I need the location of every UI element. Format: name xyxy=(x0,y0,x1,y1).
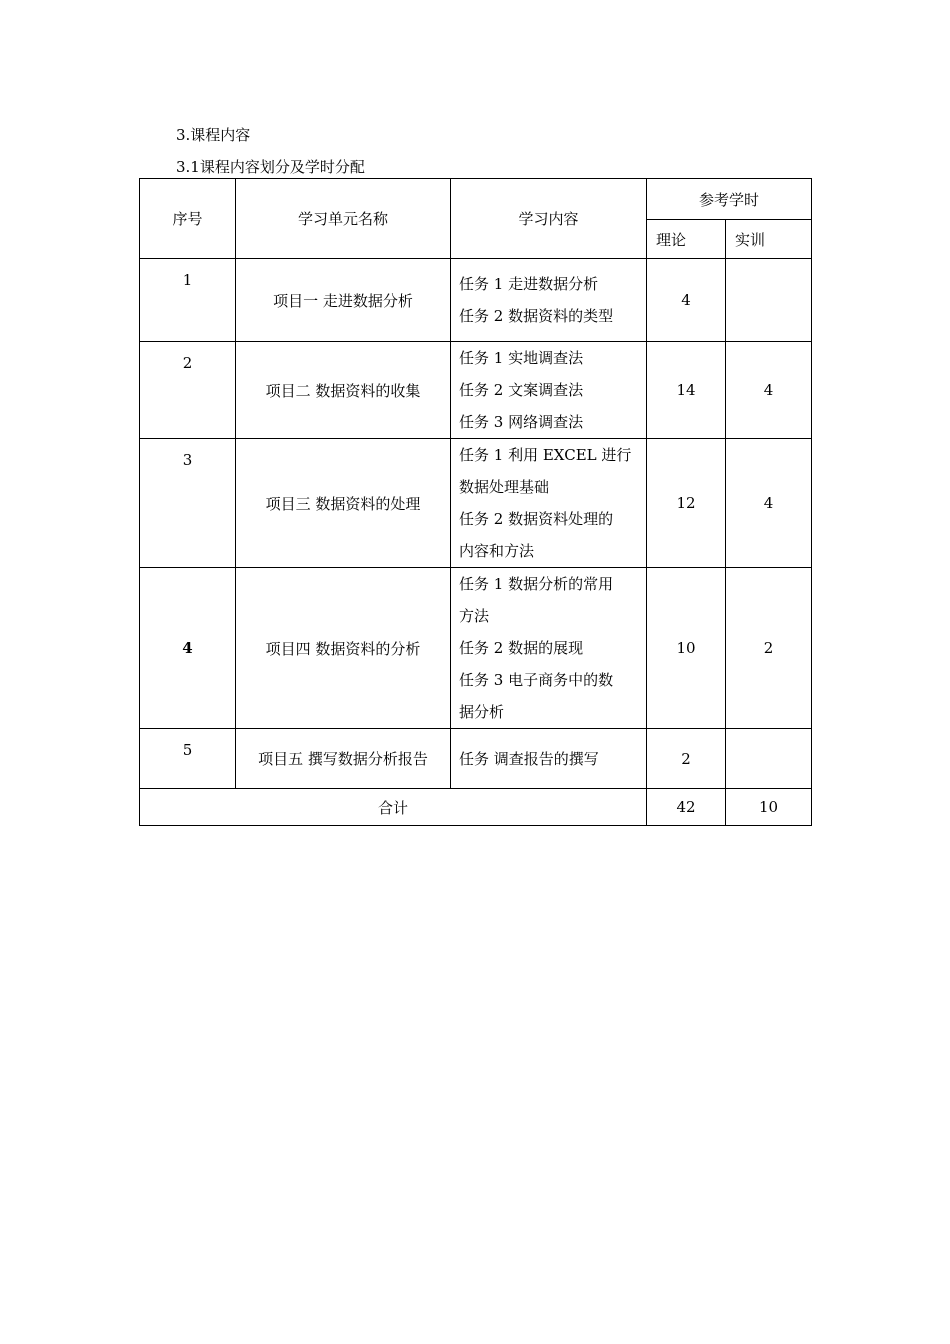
row-content xyxy=(451,342,647,439)
row-content xyxy=(451,439,647,568)
content-line: 任务 2 数据资料处理的 xyxy=(459,510,614,528)
table-row xyxy=(140,342,812,439)
table-row xyxy=(140,259,812,342)
content-line: 数据处理基础 xyxy=(459,478,550,496)
total-label: 合计 xyxy=(140,789,647,826)
content-line: 任务 3 网络调查法 xyxy=(459,413,584,431)
header-hours: 参考学时 xyxy=(647,179,812,220)
content-line: 据分析 xyxy=(459,703,505,721)
row-unit: 项目四 数据资料的分析 xyxy=(236,568,451,729)
table-row xyxy=(140,568,812,729)
total-theory-hours: 42 xyxy=(647,789,726,826)
content-line: 任务 2 文案调查法 xyxy=(459,381,584,399)
row-unit: 项目三 数据资料的处理 xyxy=(236,439,451,568)
row-practice-hours: 4 xyxy=(726,342,812,439)
content-line: 任务 3 电子商务中的数 xyxy=(459,671,614,689)
content-line: 内容和方法 xyxy=(459,542,535,560)
table-right-border-line xyxy=(811,178,812,826)
table-header-row xyxy=(140,179,812,220)
row-theory-hours: 14 xyxy=(647,342,726,439)
content-line: 任务 调查报告的撰写 xyxy=(459,749,599,768)
section-heading: 3.课程内容 xyxy=(176,126,251,144)
subsection-heading: 3.1课程内容划分及学时分配 xyxy=(176,158,365,176)
content-line: 任务 1 走进数据分析 xyxy=(459,275,599,293)
header-content: 学习内容 xyxy=(451,179,647,259)
total-row xyxy=(140,789,812,826)
row-content xyxy=(451,568,647,729)
row-practice-hours xyxy=(726,259,812,342)
total-practice-hours: 10 xyxy=(726,789,812,826)
row-unit: 项目二 数据资料的收集 xyxy=(236,342,451,439)
header-index: 序号 xyxy=(140,179,236,259)
row-index: 5 xyxy=(140,729,236,789)
row-index: 1 xyxy=(140,259,236,342)
content-line: 任务 2 数据的展现 xyxy=(459,639,584,657)
course-content-table xyxy=(139,178,812,826)
header-practice: 实训 xyxy=(726,220,812,259)
content-line: 任务 1 数据分析的常用 xyxy=(459,575,614,593)
row-index: 3 xyxy=(140,439,236,568)
row-unit: 项目五 撰写数据分析报告 xyxy=(236,729,451,789)
content-line: 任务 1 实地调查法 xyxy=(459,349,584,367)
row-practice-hours: 4 xyxy=(726,439,812,568)
row-content xyxy=(451,259,647,342)
row-unit: 项目一 走进数据分析 xyxy=(236,259,451,342)
row-practice-hours: 2 xyxy=(726,568,812,729)
table-row xyxy=(140,439,812,568)
row-practice-hours xyxy=(726,729,812,789)
row-index: 4 xyxy=(140,568,236,729)
content-line: 任务 2 数据资料的类型 xyxy=(459,307,614,325)
header-theory: 理论 xyxy=(647,220,726,259)
row-theory-hours: 10 xyxy=(647,568,726,729)
table-row xyxy=(140,729,812,789)
content-line: 方法 xyxy=(459,607,490,625)
row-theory-hours: 4 xyxy=(647,259,726,342)
row-index: 2 xyxy=(140,342,236,439)
row-theory-hours: 2 xyxy=(647,729,726,789)
row-theory-hours: 12 xyxy=(647,439,726,568)
content-line: 任务 1 利用 EXCEL 进行 xyxy=(459,446,632,464)
header-unit-name: 学习单元名称 xyxy=(236,179,451,259)
row-content xyxy=(451,729,647,789)
